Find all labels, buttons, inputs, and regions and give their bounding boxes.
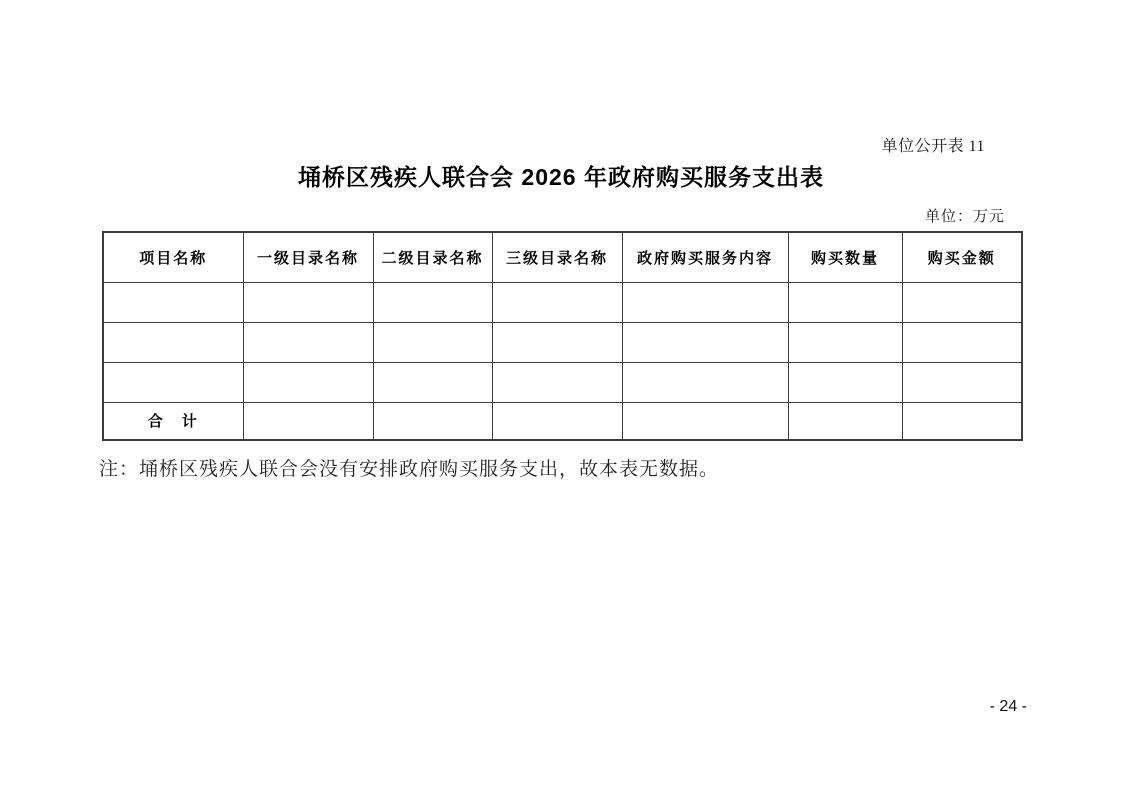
empty-cell: [788, 402, 902, 440]
header-purchase-amount: 购买金额: [902, 232, 1022, 282]
empty-cell: [492, 362, 622, 402]
table-row: [103, 322, 1022, 362]
empty-cell: [373, 322, 492, 362]
empty-cell: [243, 322, 373, 362]
empty-cell: [788, 362, 902, 402]
empty-cell: [902, 402, 1022, 440]
empty-cell: [103, 322, 243, 362]
header-service-content: 政府购买服务内容: [622, 232, 788, 282]
unit-label: 单位：万元: [924, 209, 1005, 225]
total-label: 合 计: [103, 402, 243, 440]
empty-cell: [373, 282, 492, 322]
header-level1-catalog: 一级目录名称: [243, 232, 373, 282]
empty-cell: [622, 362, 788, 402]
empty-cell: [373, 402, 492, 440]
empty-cell: [492, 282, 622, 322]
header-purchase-quantity: 购买数量: [788, 232, 902, 282]
empty-cell: [622, 402, 788, 440]
header-level2-catalog: 二级目录名称: [373, 232, 492, 282]
empty-cell: [243, 282, 373, 322]
empty-cell: [902, 362, 1022, 402]
empty-cell: [103, 282, 243, 322]
empty-cell: [243, 362, 373, 402]
header-level3-catalog: 三级目录名称: [492, 232, 622, 282]
table-row: [103, 362, 1022, 402]
empty-cell: [902, 282, 1022, 322]
empty-cell: [788, 282, 902, 322]
page-number: - 24 -: [989, 698, 1027, 715]
page-title: 埇桥区残疾人联合会 2026 年政府购买服务支出表: [298, 164, 824, 190]
empty-cell: [243, 402, 373, 440]
empty-cell: [622, 322, 788, 362]
expenditure-table: [102, 231, 1023, 441]
table-total-row: [103, 402, 1022, 440]
table-label: 单位公开表 11: [881, 138, 985, 155]
empty-cell: [622, 282, 788, 322]
empty-cell: [373, 362, 492, 402]
table-row: [103, 282, 1022, 322]
empty-cell: [492, 402, 622, 440]
empty-cell: [492, 322, 622, 362]
footnote: 注：埇桥区残疾人联合会没有安排政府购买服务支出，故本表无数据。: [99, 459, 720, 480]
empty-cell: [902, 322, 1022, 362]
empty-cell: [103, 362, 243, 402]
table-header-row: [103, 232, 1022, 282]
empty-cell: [788, 322, 902, 362]
header-project-name: 项目名称: [103, 232, 243, 282]
